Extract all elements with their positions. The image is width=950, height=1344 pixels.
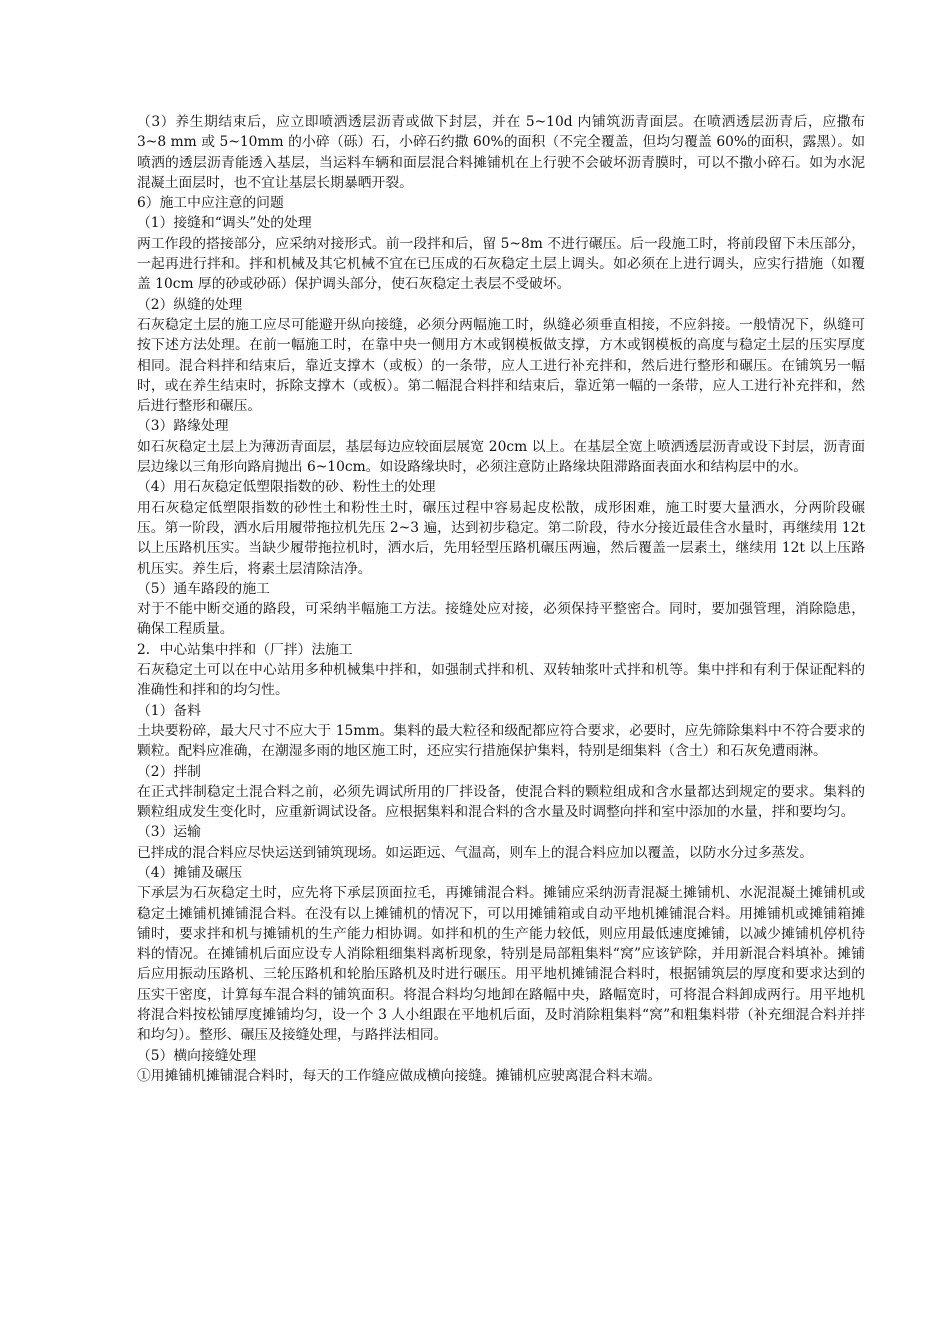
paragraph-curing-end: （3）养生期结束后，应立即喷洒透层沥青或做下封层，并在 5~10d 内铺筑沥青面层。在喷洒透层沥青后，应撒布 3~8 mm 或 5~10mm 的小碎（砾）石，小碎石约撒 60%的面积（不完全覆盖，但均匀覆盖 60%的面积，露黑）。如喷洒的透层沥青能透入基层，当运料车辆和面层混合料摊铺机在上行驶不会破坏沥青膜时，可以不撒小碎石。如为水泥混凝土面层时，也不宜让基层长期暴晒开裂。 <box>137 114 865 191</box>
subheading-paving-compaction: （4）摊铺及碾压 <box>137 864 243 881</box>
paragraph-longitudinal-joint: 石灰稳定土层的施工应尽可能避开纵向接缝，必须分两幅施工时，纵缝必须垂直相接，不应斜接。一般情况下，纵缝可按下述方法处理。在前一幅施工时，在靠中央一侧用方木或钢模板做支撑，方木或钢模板的高度与稳定土层的压实厚度相同。混合料拌和结束后，靠近支撑木（或板）的一条带，应人工进行补充拌和，然后进行整形和碾压。在铺筑另一幅时，或在养生结束时，拆除支撑木（或板）。第二幅混合料拌和结束后，靠近第一幅的一条带，应人工进行补充拌和，然后进行整形和碾压。 <box>137 316 865 415</box>
subheading-low-plasticity-soil: （4）用石灰稳定低塑限指数的砂、粉性土的处理 <box>137 479 436 496</box>
heading-construction-notes: 6）施工中应注意的问题 <box>137 195 284 212</box>
paragraph-low-plasticity-soil: 用石灰稳定低塑限指数的砂性土和粉性土时，碾压过程中容易起皮松散，成形困难，施工时要大量洒水，分两阶段碾压。第一阶段，洒水后用履带拖拉机先压 2~3 遍，达到初步稳定。第二阶段，待水分接近最佳含水量时，再继续用 12t 以上压路机压实。当缺少履带拖拉机时，洒水后，先用轻型压路机碾压两遍，然后覆盖一层素土，继续用 12t 以上压路机压实。养生后，将素土层清除洁净。 <box>137 499 865 577</box>
document-page <box>137 112 865 1086</box>
paragraph-material-prep: 土块要粉碎，最大尺寸不应大于 15mm。集料的最大粒径和级配都应符合要求，必要时，应先筛除集料中不符合要求的颗粒。配料应准确，在潮湿多雨的地区施工时，还应实行措施保护集料，特别是细集料（含土）和石灰免遭雨淋。 <box>137 722 865 760</box>
heading-central-plant-mixing: 2．中心站集中拌和（厂拌）法施工 <box>137 641 353 658</box>
subheading-open-traffic: （5）通车路段的施工 <box>137 580 270 597</box>
paragraph-open-traffic: 对于不能中断交通的路段，可采纳半幅施工方法。接缝处应对接，必须保持平整密合。同时，要加强管理，消除隐患，确保工程质量。 <box>137 601 865 638</box>
paragraph-mixing: 在正式拌制稳定土混合料之前，必须先调试所用的厂拌设备，使混合料的颗粒组成和含水量都达到规定的要求。集料的颗粒组成发生变化时，应重新调试设备。应根据集料和混合料的含水量及时调整向拌和室中添加的水量，拌和要均匀。 <box>137 783 865 821</box>
paragraph-curb-treatment: 如石灰稳定土层上为薄沥青面层，基层每边应较面层展宽 20cm 以上。在基层全宽上喷洒透层沥青或设下封层，沥青面层边缘以三角形向路肩抛出 6~10cm。如设路缘块时，必须注意防止路缘块阻滞路面表面水和结构层中的水。 <box>137 438 865 476</box>
subheading-curb-treatment: （3）路缘处理 <box>137 418 229 435</box>
paragraph-transport: 已拌成的混合料应尽快运送到铺筑现场。如运距远、气温高，则车上的混合料应加以覆盖，以防水分过多蒸发。 <box>137 844 814 861</box>
paragraph-transverse-joint: ①用摊铺机摊铺混合料时，每天的工作缝应做成横向接缝。摊铺机应驶离混合料末端。 <box>137 1067 662 1084</box>
subheading-longitudinal-joint: （2）纵缝的处理 <box>137 296 243 313</box>
subheading-transport: （3）运输 <box>137 824 201 841</box>
subheading-mixing: （2）拌制 <box>137 763 201 780</box>
paragraph-paving-compaction: 下承层为石灰稳定土时，应先将下承层顶面拉毛，再摊铺混合料。摊铺应采纳沥青混凝土摊铺机、水泥混凝土摊铺机或稳定土摊铺机摊铺混合料。在没有以上摊铺机的情况下，可以用摊铺箱或自动平地机摊铺混合料。用摊铺机或摊铺箱摊铺时，要求拌和机与摊铺机的生产能力相协调。如拌和机的生产能力较低，则应用最低速度摊铺，以减少摊铺机停机待料的情况。在摊铺机后面应设专人消除粗细集料离析现象，特别是局部粗集料“窝”应该铲除，并用新混合料填补。摊铺后应用振动压路机、三轮压路机和轮胎压路机及时进行碾压。用平地机摊铺混合料时，根据铺筑层的厚度和要求达到的压实干密度，计算每车混合料的铺筑面积。将混合料均匀地卸在路幅中央，路幅宽时，可将混合料卸成两行。用平地机将混合料按松铺厚度摊铺均匀，设一个 3 人小组跟在平地机后面，及时消除粗集料“窝”和粗集料带（补充细混合料并拌和均匀）。整形、碾压及接缝处理，与路拌法相同。 <box>137 885 865 1044</box>
paragraph-joints-turning: 两工作段的搭接部分，应采纳对接形式。前一段拌和后，留 5~8m 不进行碾压。后一段施工时，将前段留下未压部分，一起再进行拌和。拌和机械及其它机械不宜在已压成的石灰稳定土层上调头。如必须在上进行调头，应实行措施（如覆盖 10cm 厚的砂或砂砾）保护调头部分，使石灰稳定土表层不受破坏。 <box>137 235 865 293</box>
subheading-transverse-joint: （5）横向接缝处理 <box>137 1047 257 1064</box>
subheading-material-prep: （1）备料 <box>137 702 201 719</box>
subheading-joints-turning: （1）接缝和“调头”处的处理 <box>137 215 312 232</box>
paragraph-central-plant-mixing: 石灰稳定土可以在中心站用多种机械集中拌和，如强制式拌和机、双转轴浆叶式拌和机等。集中拌和有利于保证配料的准确性和拌和的均匀性。 <box>137 662 865 699</box>
